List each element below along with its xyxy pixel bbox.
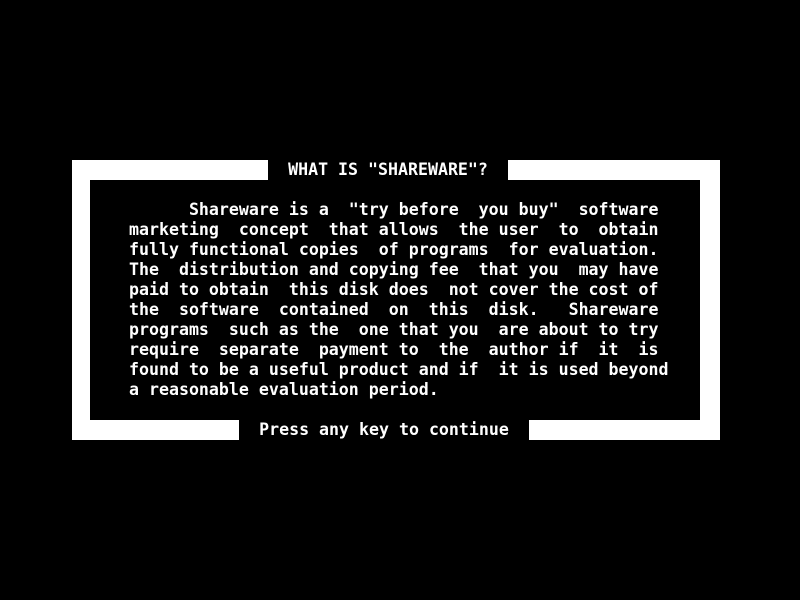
body-line: require separate payment to the author if it is <box>129 340 659 359</box>
body-line: a reasonable evaluation period. <box>129 380 439 399</box>
body-line: fully functional copies of programs for evaluation. <box>129 240 659 259</box>
dialog-title-bar <box>268 160 508 180</box>
dialog-title: WHAT IS "SHAREWARE"? <box>288 160 488 179</box>
body-line: marketing concept that allows the user to obtain <box>129 220 659 239</box>
body-line: The distribution and copying fee that you may have <box>129 260 659 279</box>
body-line: paid to obtain this disk does not cover the cost of <box>129 280 659 299</box>
continue-prompt-text: Press any key to continue <box>259 420 509 439</box>
continue-prompt-bar[interactable] <box>239 420 529 440</box>
body-line: found to be a useful product and if it is used beyond <box>129 360 669 379</box>
body-line: the software contained on this disk. Shareware <box>129 300 659 319</box>
dialog-body-text <box>129 200 668 400</box>
body-line: Shareware is a "try before you buy" software <box>129 200 659 219</box>
body-line: programs such as the one that you are about to try <box>129 320 659 339</box>
